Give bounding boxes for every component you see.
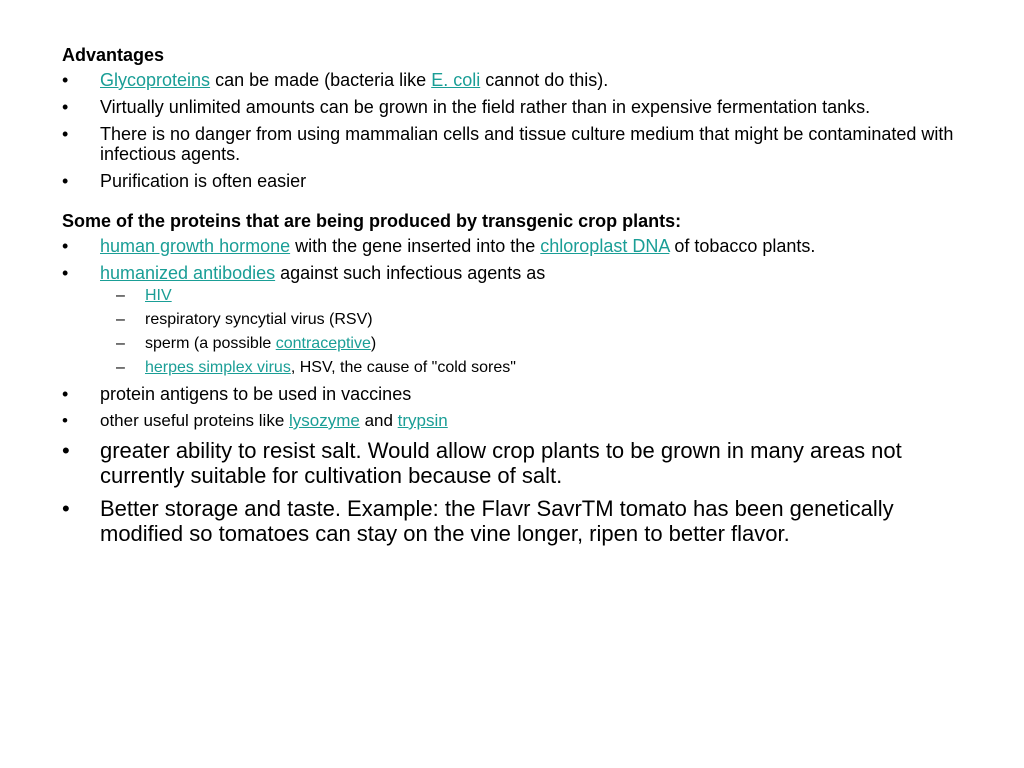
bullet-icon: • bbox=[62, 496, 70, 521]
herpes-simplex-virus-link[interactable]: herpes simplex virus bbox=[145, 359, 291, 376]
sublist-item bbox=[100, 286, 972, 305]
bullet-icon: • bbox=[62, 171, 69, 191]
list-item bbox=[62, 384, 972, 404]
bullet-icon: • bbox=[62, 124, 69, 144]
infectious-agents-sublist bbox=[100, 286, 972, 377]
sublist-item-text: ) bbox=[370, 335, 377, 352]
slide-content bbox=[62, 44, 972, 554]
proteins-heading: Some of the proteins that are being produced by transgenic crop plants: bbox=[62, 211, 682, 231]
bullet-icon: • bbox=[62, 384, 69, 404]
glycoproteins-link[interactable]: Glycoproteins bbox=[100, 70, 211, 90]
chloroplast-dna-link[interactable]: chloroplast DNA bbox=[540, 236, 670, 256]
list-item bbox=[62, 124, 972, 164]
list-item-text: other useful proteins like bbox=[100, 411, 289, 430]
list-item-text: Virtually unlimited amounts can be grown in the field rather than in expensive fermentation tanks. bbox=[100, 97, 871, 117]
sublist-item-text: sperm (a possible bbox=[145, 335, 276, 352]
lysozyme-link[interactable]: lysozyme bbox=[289, 411, 360, 430]
list-item-text: against such infectious agents as bbox=[275, 263, 546, 283]
humanized-antibodies-link[interactable]: humanized antibodies bbox=[100, 263, 276, 283]
dash-icon: – bbox=[116, 311, 125, 328]
bullet-icon: • bbox=[62, 70, 69, 90]
dash-icon: – bbox=[116, 287, 125, 304]
sublist-item bbox=[100, 310, 972, 329]
list-item bbox=[62, 438, 972, 488]
sublist-item-text: respiratory syncytial virus (RSV) bbox=[145, 311, 373, 328]
list-item bbox=[62, 263, 972, 377]
list-item-text: greater ability to resist salt. Would allow crop plants to be grown in many areas not currently suitable for cultivation because of salt. bbox=[100, 438, 902, 488]
e-coli-link[interactable]: E. coli bbox=[431, 70, 481, 90]
list-item bbox=[62, 411, 972, 431]
list-item-text: of tobacco plants. bbox=[669, 236, 816, 256]
dash-icon: – bbox=[116, 359, 125, 376]
hiv-link[interactable]: HIV bbox=[145, 287, 172, 304]
bullet-icon: • bbox=[62, 411, 68, 430]
list-item bbox=[62, 236, 972, 256]
dash-icon: – bbox=[116, 335, 125, 352]
sublist-item bbox=[100, 334, 972, 353]
list-item-text: and bbox=[359, 411, 398, 430]
sublist-item-text: , HSV, the cause of "cold sores" bbox=[290, 359, 516, 376]
list-item-text: with the gene inserted into the bbox=[290, 236, 541, 256]
list-item bbox=[62, 97, 972, 117]
list-item-text: protein antigens to be used in vaccines bbox=[100, 384, 412, 404]
bullet-icon: • bbox=[62, 97, 69, 117]
advantages-heading: Advantages bbox=[62, 45, 165, 65]
list-item bbox=[62, 171, 972, 191]
trypsin-link[interactable]: trypsin bbox=[397, 411, 448, 430]
list-item-text: Purification is often easier bbox=[100, 171, 307, 191]
sublist-item bbox=[100, 358, 972, 377]
proteins-list bbox=[62, 236, 972, 546]
bullet-icon: • bbox=[62, 438, 70, 463]
list-item bbox=[62, 70, 972, 90]
bullet-icon: • bbox=[62, 263, 69, 283]
list-item bbox=[62, 496, 972, 546]
advantages-list bbox=[62, 70, 972, 191]
list-item-text: There is no danger from using mammalian cells and tissue culture medium that might be contaminated with infectious agents. bbox=[100, 124, 954, 164]
list-item-text: cannot do this). bbox=[480, 70, 609, 90]
bullet-icon: • bbox=[62, 236, 69, 256]
list-item-text: can be made (bacteria like bbox=[210, 70, 432, 90]
contraceptive-link[interactable]: contraceptive bbox=[275, 335, 371, 352]
list-item-text: Better storage and taste. Example: the Flavr SavrTM tomato has been genetically modified so tomatoes can stay on the vine longer, ripen to better flavor. bbox=[100, 496, 894, 546]
human-growth-hormone-link[interactable]: human growth hormone bbox=[100, 236, 291, 256]
